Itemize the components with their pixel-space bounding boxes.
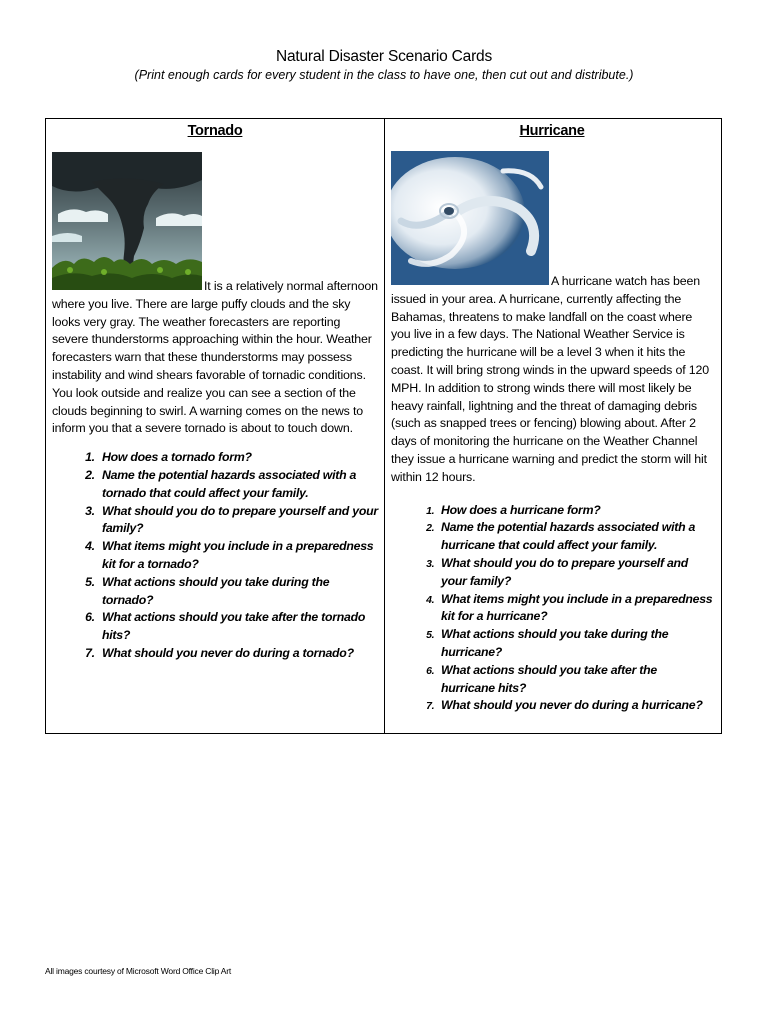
hurricane-scenario <box>391 151 713 487</box>
tornado-question: 6. What actions should you take after the tornado hits? <box>98 609 378 645</box>
hurricane-question: 2. Name the potential hazards associated with a hurricane that could affect your family. <box>437 519 713 555</box>
hurricane-question: 4. What items might you include in a preparedness kit for a hurricane? <box>437 591 713 627</box>
tornado-card <box>46 119 384 733</box>
tornado-scenario <box>52 152 378 438</box>
page-title: Natural Disaster Scenario Cards <box>275 48 493 65</box>
hurricane-question: 1. How does a hurricane form? <box>437 502 713 520</box>
hurricane-card <box>385 119 721 733</box>
tornado-question: 4. What items might you include in a preparedness kit for a tornado? <box>98 538 378 574</box>
tornado-question: 2. Name the potential hazards associated with a tornado that could affect your family. <box>98 467 378 503</box>
hurricane-scenario-text: A hurricane watch has been issued in your area. A hurricane, currently affecting the Bahamas, threatens to make landfall on the coast where you live in a few days. The National Weather Service is predicting the hurricane will be a level 3 when it hits the coast. It will bring strong winds in the upward speeds of 120 MPH. In addition to strong winds there will most likely be heavy rainfall, lightning and the threat of damaging debris (such as snapped trees or fencing) blowing about. After 2 days of monitoring the hurricane on the Weather Channel they issue a hurricane warning and predict the storm will hit within 12 hours. <box>391 274 710 484</box>
tornado-question: 1. How does a tornado form? <box>98 449 378 467</box>
tornado-heading: Tornado <box>187 123 243 139</box>
hurricane-question: 3. What should you do to prepare yourself and your family? <box>437 555 713 591</box>
tornado-question: 5. What actions should you take during the tornado? <box>98 574 378 610</box>
tornado-scenario-text: It is a relatively normal afternoon where you live. There are large puffy clouds and the sky looks very gray. The weather forecasters are reporting severe thunderstorms approaching within the hour. Weather forecasters warn that these thunderstorms may possess instability and wind shears favorable of tornadic conditions. You look outside and realize you can see a section of the clouds beginning to swirl. A warning comes on the news to inform you that a severe tornado is about to touch down. <box>52 279 378 436</box>
image-credit-footer: All images courtesy of Microsoft Word Office Clip Art <box>45 966 232 976</box>
hurricane-question: 6. What actions should you take after the hurricane hits? <box>437 662 713 698</box>
tornado-image <box>52 152 202 296</box>
page-subtitle: (Print enough cards for every student in the class to have one, then cut out and distribute.) <box>134 68 634 82</box>
hurricane-questions <box>391 502 713 716</box>
hurricane-image <box>391 151 549 291</box>
hurricane-question: 7. What should you never do during a hurricane? <box>437 697 713 715</box>
hurricane-heading: Hurricane <box>519 123 585 139</box>
hurricane-question: 5. What actions should you take during the hurricane? <box>437 626 713 662</box>
tornado-questions <box>52 449 378 663</box>
tornado-question: 7. What should you never do during a tornado? <box>98 645 378 663</box>
scenario-cards-table <box>45 118 722 734</box>
tornado-question: 3. What should you do to prepare yourself and your family? <box>98 503 378 539</box>
